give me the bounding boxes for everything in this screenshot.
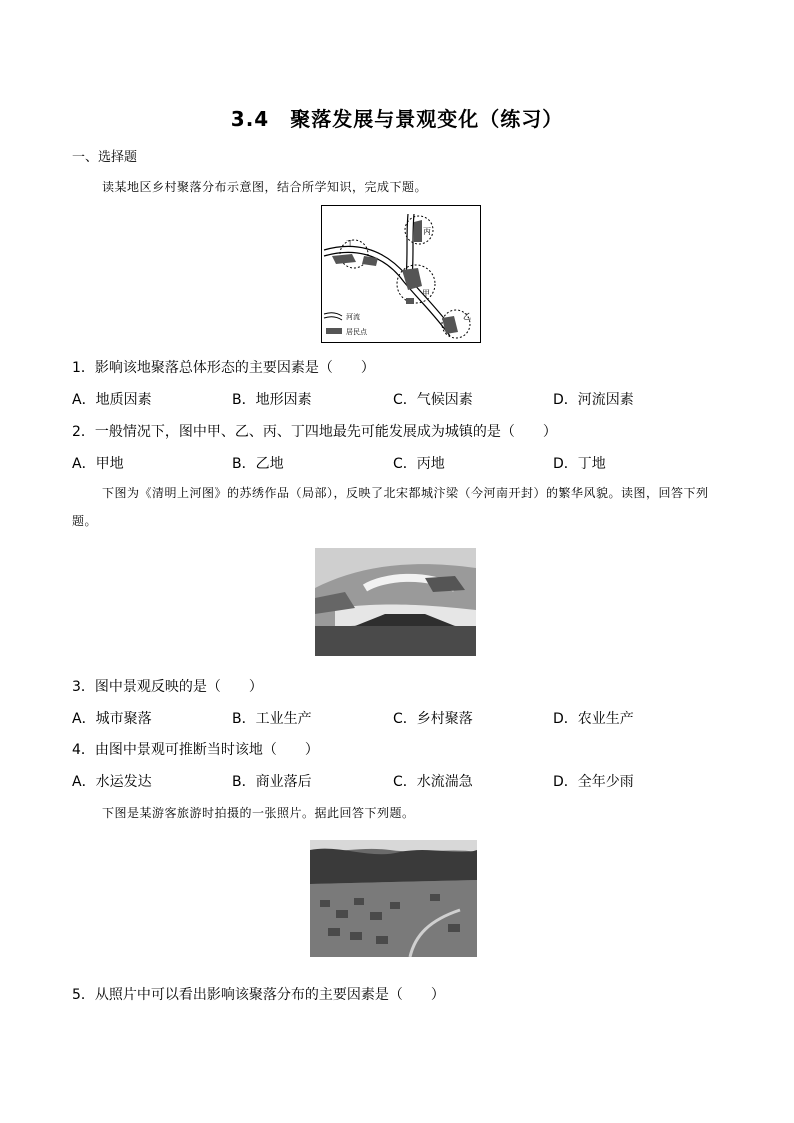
tourist-photo-svg	[310, 840, 477, 957]
q4-option-b: B．商业落后	[232, 774, 312, 790]
q4-option-d: D．全年少雨	[553, 774, 634, 790]
q3-option-a: A．城市聚落	[72, 711, 152, 727]
legend-river: 河流	[346, 313, 360, 321]
settlement-map-figure	[321, 205, 481, 343]
q2-option-c: C．丙地	[393, 456, 445, 472]
label-bing: 丙	[423, 227, 431, 236]
q2-option-d: D．丁地	[553, 456, 606, 472]
section-heading: 一、选择题	[72, 150, 138, 165]
q4-option-a: A．水运发达	[72, 774, 152, 790]
label-ding: 丁	[346, 239, 354, 248]
question-2-stem: 2．一般情况下，图中甲、乙、丙、丁四地最先可能发展成为城镇的是（ ）	[72, 424, 557, 440]
tourist-photo	[310, 840, 477, 957]
question-5-stem: 5．从照片中可以看出影响该聚落分布的主要因素是（ ）	[72, 987, 445, 1003]
q1-option-a: A．地质因素	[72, 392, 152, 408]
question-3-stem: 3．图中景观反映的是（ ）	[72, 679, 263, 695]
intro-text-2: 下图为《清明上河图》的苏绣作品（局部），反映了北宋都城汴梁（今河南开封）的繁华风貌。读图，回答下列题。	[72, 486, 709, 528]
label-yi: 乙	[463, 312, 471, 321]
label-jia: 甲	[422, 289, 430, 298]
q3-option-b: B．工业生产	[232, 711, 312, 727]
question-4-stem: 4．由图中景观可推断当时该地（ ）	[72, 742, 319, 758]
intro-text-3: 下图是某游客旅游时拍摄的一张照片。据此回答下列题。	[102, 806, 415, 820]
page-title: 3.4 聚落发展与景观变化（练习）	[230, 107, 564, 131]
intro-text-1: 读某地区乡村聚落分布示意图，结合所学知识，完成下题。	[102, 180, 428, 194]
q1-option-b: B．地形因素	[232, 392, 312, 408]
q3-option-c: C．乡村聚落	[393, 711, 473, 727]
embroidery-image	[315, 548, 476, 656]
q4-option-c: C．水流湍急	[393, 774, 473, 790]
q1-option-d: D．河流因素	[553, 392, 634, 408]
settlement-map-svg	[322, 206, 480, 342]
q2-option-b: B．乙地	[232, 456, 284, 472]
embroidery-image-svg	[315, 548, 476, 656]
question-1-stem: 1．影响该地聚落总体形态的主要因素是（ ）	[72, 360, 375, 376]
q3-option-d: D．农业生产	[553, 711, 634, 727]
q2-option-a: A．甲地	[72, 456, 124, 472]
q1-option-c: C．气候因素	[393, 392, 473, 408]
legend-settlement: 居民点	[346, 328, 367, 336]
